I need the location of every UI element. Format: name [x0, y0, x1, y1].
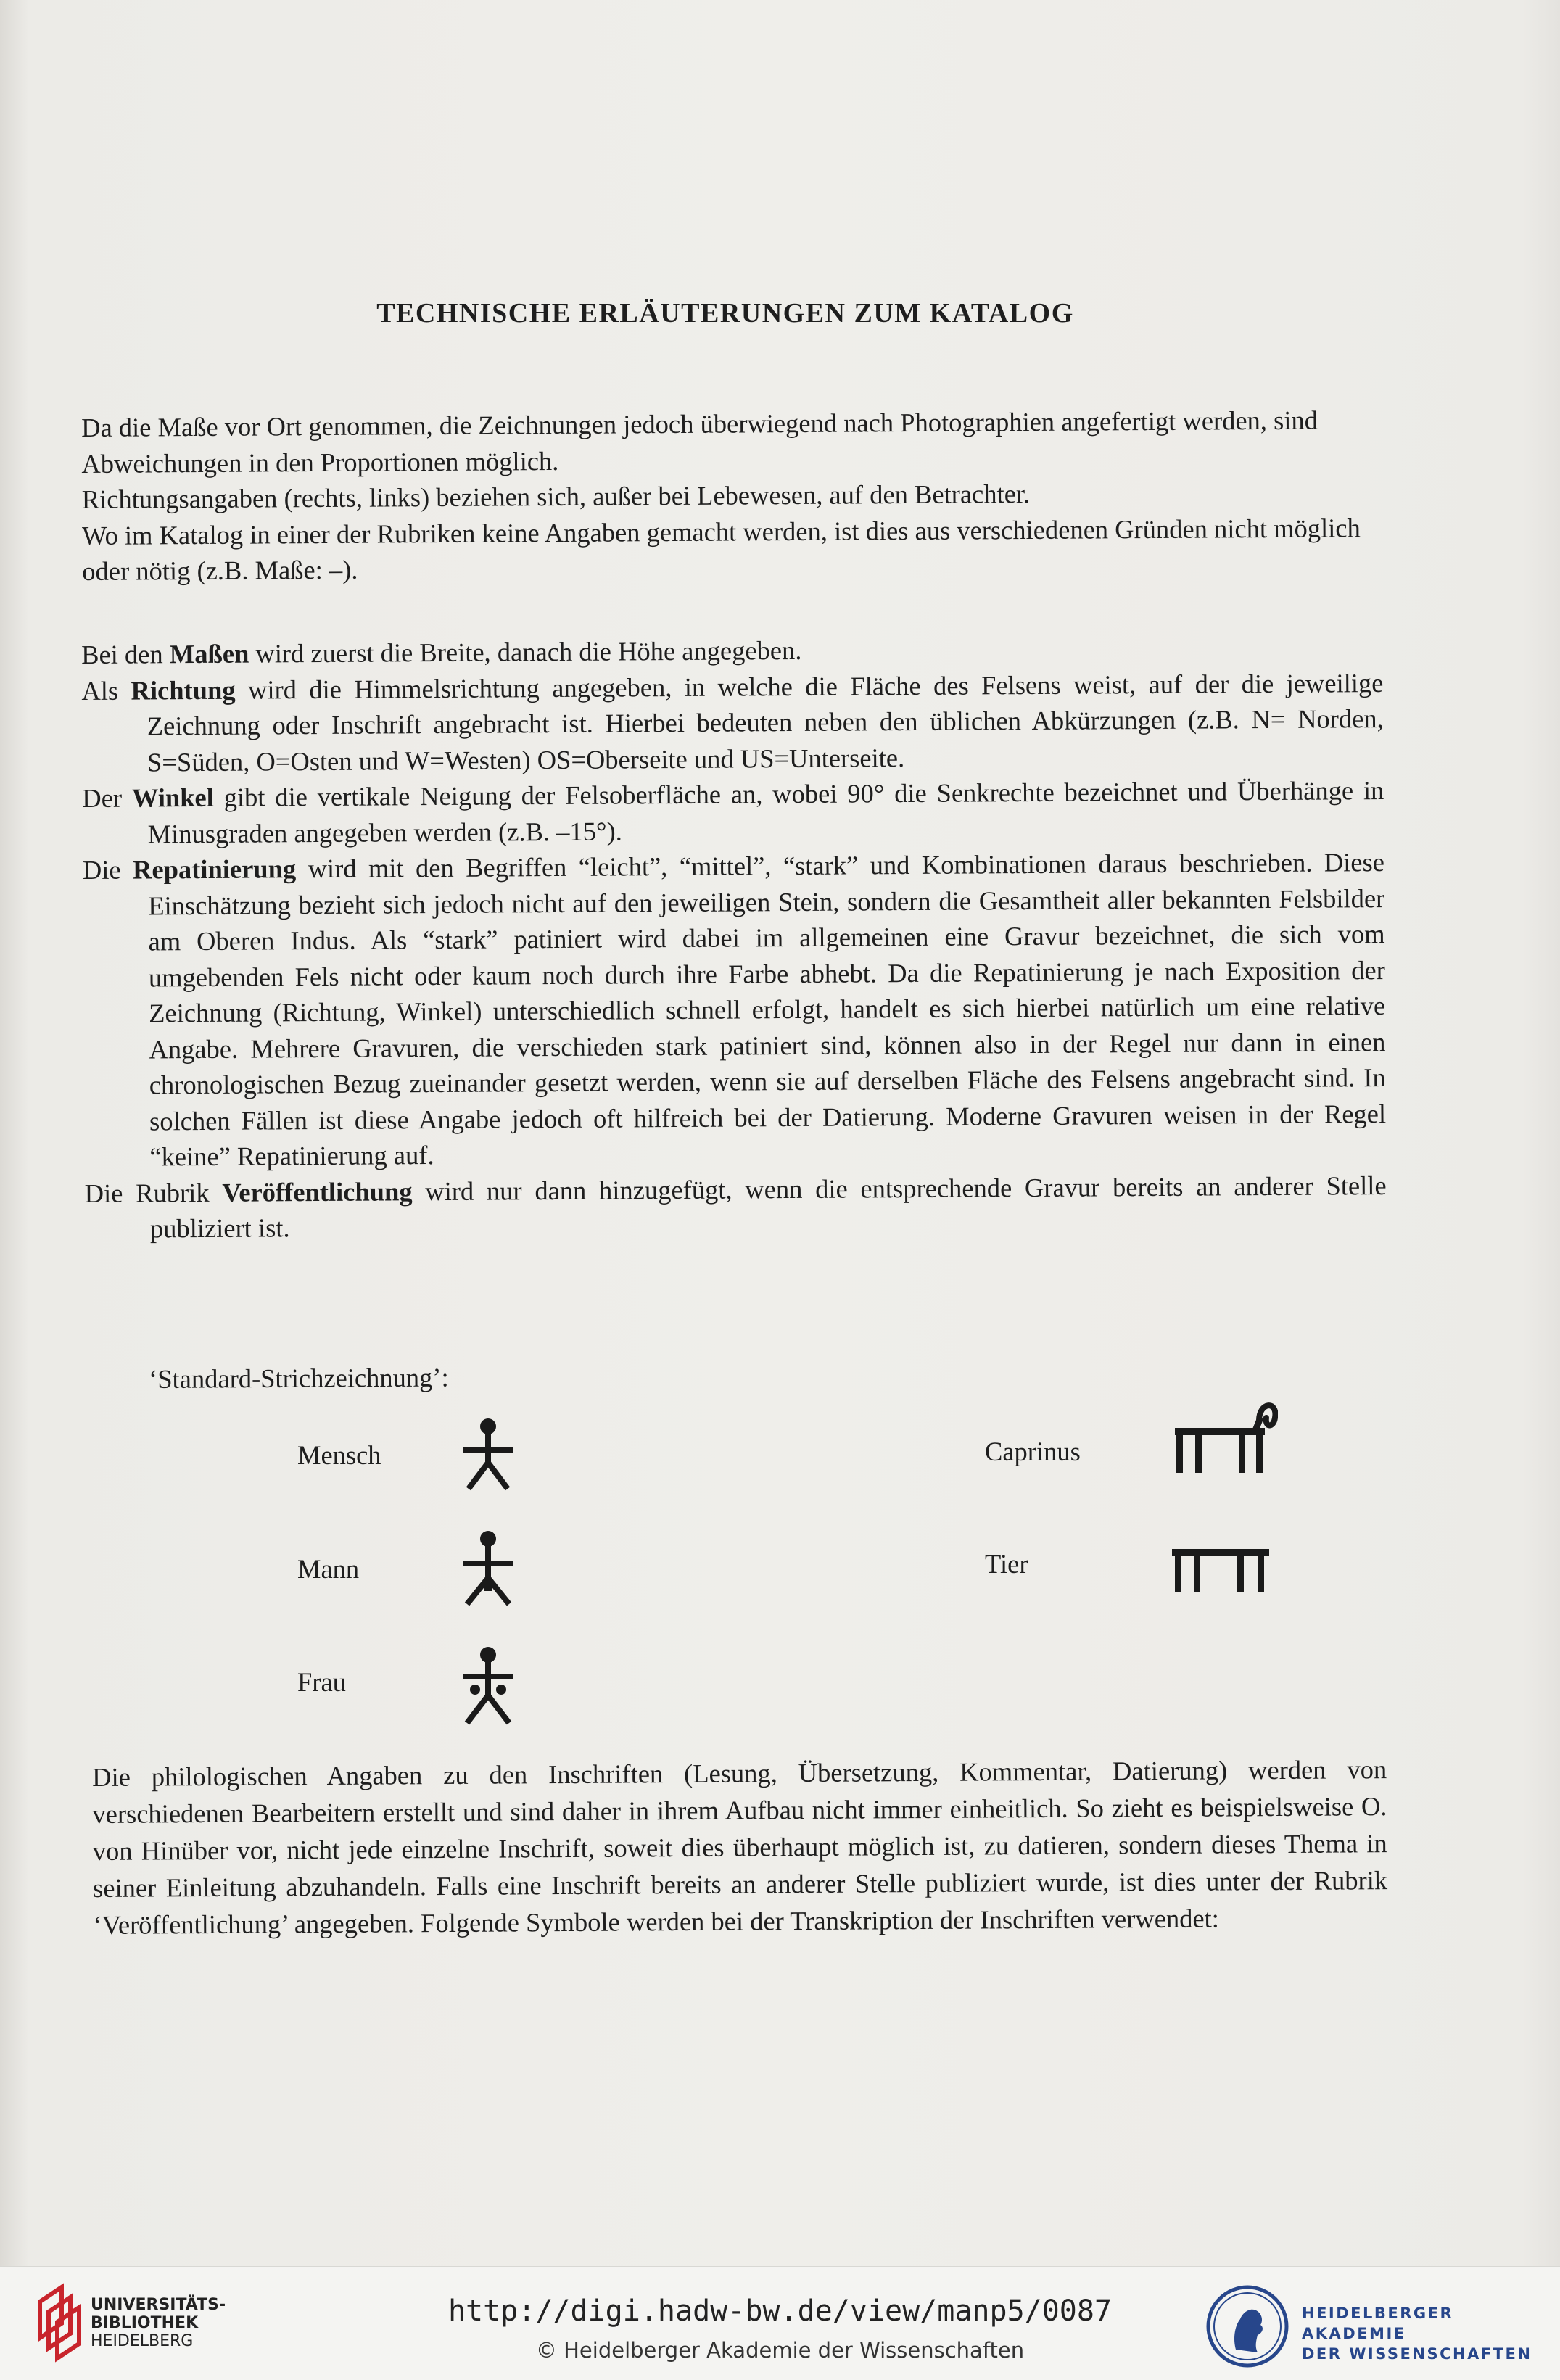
- standard-drawing-heading: ‘Standard-Strichzeichnung’:: [149, 1362, 449, 1394]
- library-name-line: BIBLIOTHEK: [91, 2314, 199, 2332]
- definition-winkel: [82, 772, 1384, 852]
- philology-paragraph: Die philologischen Angaben zu den Inschriften (Lesung, Übersetzung, Kommentar, Datierung) werden von verschiedenen Bearbeitern erstellt und sind daher in ihrem Aufbau nicht immer einheitlich. So zieht es beispielsweise O. von Hinüber vor, nicht jede einzelne Inschrift, soweit dies überhaupt möglich ist, zu datieren, sondern dieses Thema in seiner Einleitung abzuhandeln. Falls eine Inschrift bereits an anderer Stelle publiziert wurde, ist dies unter der Rubrik ‘Veröffentlichung’ angegeben. Folgende Symbole werden bei der Transkription der Inschriften verwendet:: [92, 1754, 1388, 1940]
- figure-label-mann: Mann: [297, 1554, 360, 1584]
- faint-running-head: [602, 131, 921, 149]
- definition-lead: Als: [81, 675, 131, 706]
- library-name-line: HEIDELBERG: [91, 2332, 194, 2350]
- definition-lead: Der: [82, 782, 133, 813]
- definition-term: Richtung: [131, 674, 236, 706]
- definition-text: wird die Himmelsrichtung angegeben, in welche die Fläche des Felsens weist, auf der die jeweilige Zeichnung oder Inschrift angebracht ist. Hierbei bedeuten neben den üblichen Abkürzungen (z.B. N= Norden, S=Süden, O=Osten und W=Westen) OS=Oberseite und US=Unterseite.: [146, 667, 1384, 777]
- figure-label-mensch: Mensch: [297, 1440, 381, 1470]
- definition-term: Repatinierung: [132, 854, 297, 885]
- intro-paragraph: Richtungsangaben (rechts, links) beziehen sich, außer bei Lebewesen, auf den Betrachter.: [81, 479, 1031, 514]
- intro-section: [81, 402, 1384, 589]
- definition-repatinierung: [83, 844, 1387, 1175]
- caprine-figure-icon: [1169, 1396, 1278, 1477]
- animal-figure-icon: [1169, 1543, 1274, 1595]
- definition-veroeffentlichung: [85, 1168, 1387, 1247]
- definition-lead: Die Rubrik: [84, 1177, 223, 1208]
- human-figure-icon: [455, 1416, 521, 1492]
- library-name-line: UNIVERSITÄTS-: [91, 2296, 226, 2314]
- academy-name: [1302, 2303, 1560, 2364]
- woman-figure-icon: [455, 1645, 521, 1726]
- man-figure-icon: [455, 1529, 521, 1608]
- definitions-section: [81, 629, 1387, 1247]
- figure-label-caprinus: Caprinus: [985, 1437, 1081, 1466]
- figure-label-frau: Frau: [297, 1667, 346, 1697]
- permalink-url[interactable]: http://digi.hadw-bw.de/view/manp5/0087: [447, 2294, 1113, 2328]
- academy-name-line: HEIDELBERGER AKADEMIE: [1302, 2305, 1454, 2342]
- intro-paragraph: Wo im Katalog in einer der Rubriken keine Angaben gemacht werden, ist dies aus verschiedenen Gründen nicht möglich oder nötig (z.B. Maße: –).: [81, 512, 1361, 586]
- definition-text: wird zuerst die Breite, danach die Höhe angegeben.: [249, 635, 802, 669]
- definition-text: gibt die vertikale Neigung der Felsoberfläche an, wobei 90° die Senkrechte bezeichnet und Überhänge in Minusgraden angegeben werden (z.B. –15°).: [147, 775, 1384, 848]
- figure-label-tier: Tier: [985, 1549, 1028, 1579]
- definition-richtung: [81, 665, 1384, 780]
- definition-lead: Die: [82, 854, 133, 885]
- definition-term: Winkel: [131, 782, 214, 813]
- definition-term: Veröffentlichung: [222, 1175, 413, 1207]
- viewer-footer: [0, 2266, 1560, 2380]
- definition-term: Maßen: [169, 638, 249, 669]
- intro-paragraph: Da die Maße vor Ort genommen, die Zeichnungen jedoch überwiegend nach Photographien angefertigt werden, sind Abweichungen in den Proportionen möglich.: [81, 405, 1318, 479]
- philology-section: [92, 1751, 1388, 1943]
- copyright-notice: © Heidelberger Akademie der Wissenschaften: [535, 2338, 1025, 2363]
- academy-seal-logo-icon: [1204, 2283, 1291, 2370]
- academy-name-line: DER WISSENSCHAFTEN: [1302, 2345, 1532, 2363]
- definition-text: wird mit den Begriffen “leicht”, “mittel”, “stark” und Kombinationen daraus beschrieben. Diese Einschätzung bezieht sich jedoch nicht auf den jeweiligen Stein, sondern die Gesamtheit aller bekannten Felsbilder am Oberen Indus. Als “stark” patiniert wird dabei im allgemeinen eine Gravur bezeichnet, die sich vom umgebenden Fels nicht oder kaum noch durch ihre Farbe abhebt. Da die Repatinierung je nach Exposition der Zeichnung (Richtung, Winkel) unterschiedlich schnell erfolgt, handelt es sich hierbei natürlich um eine relative Angabe. Mehrere Gravuren, die verschieden stark patiniert sind, können also in der Regel nur dann in einen chronologischen Bezug zueinander gesetzt werden, wenn sie auf derselben Fläche des Felsens angebracht sind. In solchen Fällen ist diese Angabe jedoch oft hilfreich bei der Datierung. Moderne Gravuren weisen in der Regel “keine” Repatinierung auf.: [148, 847, 1387, 1172]
- definition-lead: Bei den: [81, 639, 170, 669]
- definition-text: wird nur dann hinzugefügt, wenn die entsprechende Gravur bereits an anderer Stelle publiziert ist.: [149, 1170, 1387, 1244]
- page-title: TECHNISCHE ERLÄUTERUNGEN ZUM KATALOG: [376, 298, 1074, 329]
